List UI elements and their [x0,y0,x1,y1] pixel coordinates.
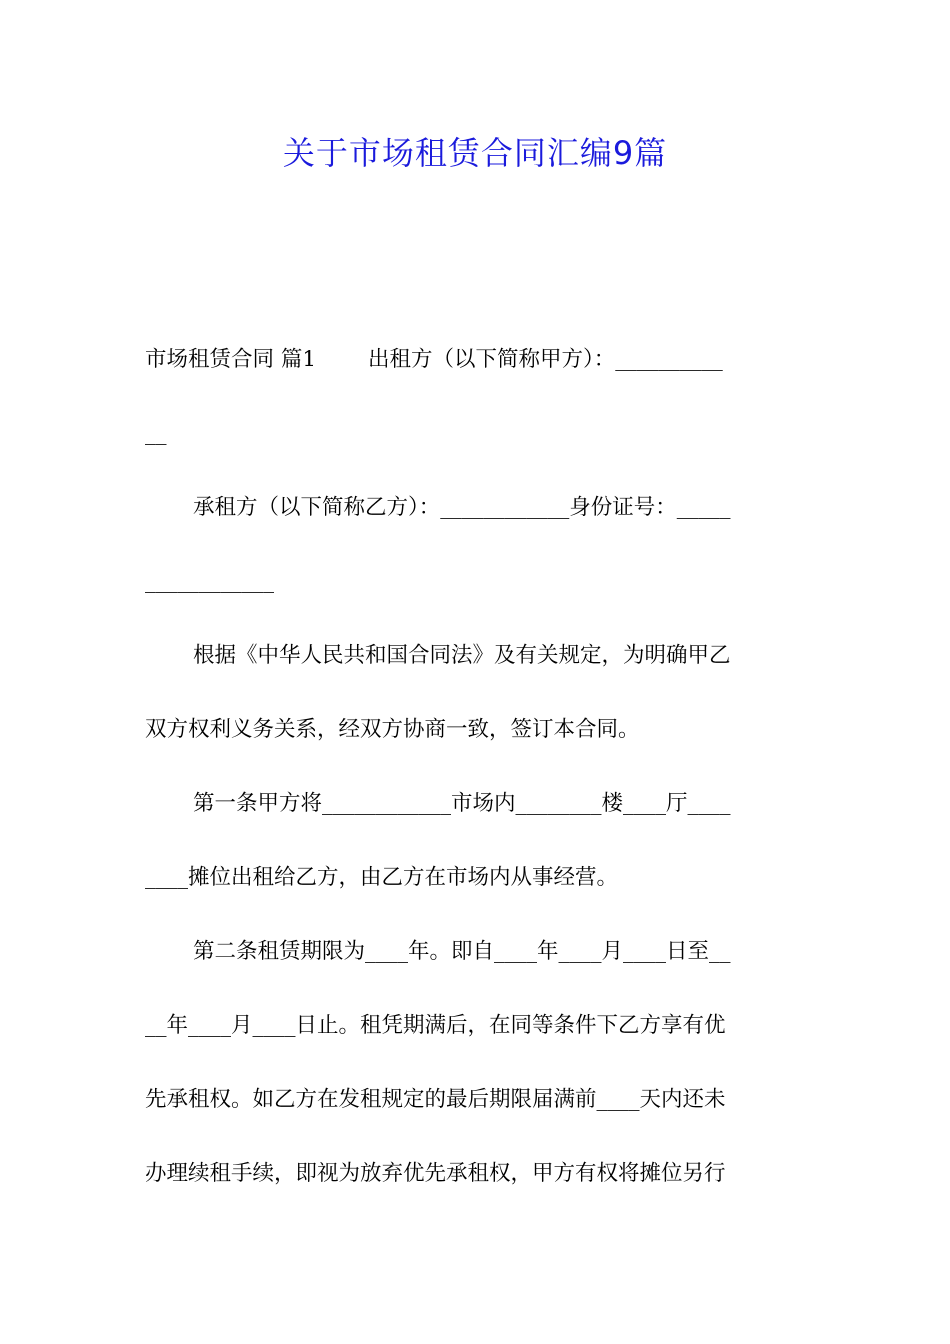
paragraph-line: ____摊位出租给乙方，由乙方在市场内从事经营。 [145,865,619,890]
paragraph-line: __ [145,421,167,446]
lessor-line: 出租方（以下简称甲方）：__________ [368,347,723,372]
section-label: 市场租赁合同 篇1 [145,347,317,372]
paragraph-line: 第二条租赁期限为____年。即自____年____月____日至__ [193,939,731,964]
paragraph-line: __年____月____日止。租凭期满后，在同等条件下乙方享有优 [145,1013,726,1038]
paragraph-line: 第一条甲方将____________市场内________楼____厅____ [193,791,731,816]
paragraph-line: 办理续租手续，即视为放弃优先承租权，甲方有权将摊位另行 [145,1161,726,1186]
paragraph-line: 先承租权。如乙方在发租规定的最后期限届满前____天内还未 [145,1087,726,1112]
document-title: 关于市场租赁合同汇编9篇 [282,134,668,172]
document-body [145,323,805,1211]
paragraph-line: 承租方（以下简称乙方）：____________身份证号：_____ [193,495,731,520]
paragraph-line: 根据《中华人民共和国合同法》及有关规定，为明确甲乙 [193,643,731,668]
paragraph-line: ____________ [145,569,274,594]
paragraph-line: 双方权利义务关系，经双方协商一致，签订本合同。 [145,717,640,742]
paragraph-line [145,323,805,397]
